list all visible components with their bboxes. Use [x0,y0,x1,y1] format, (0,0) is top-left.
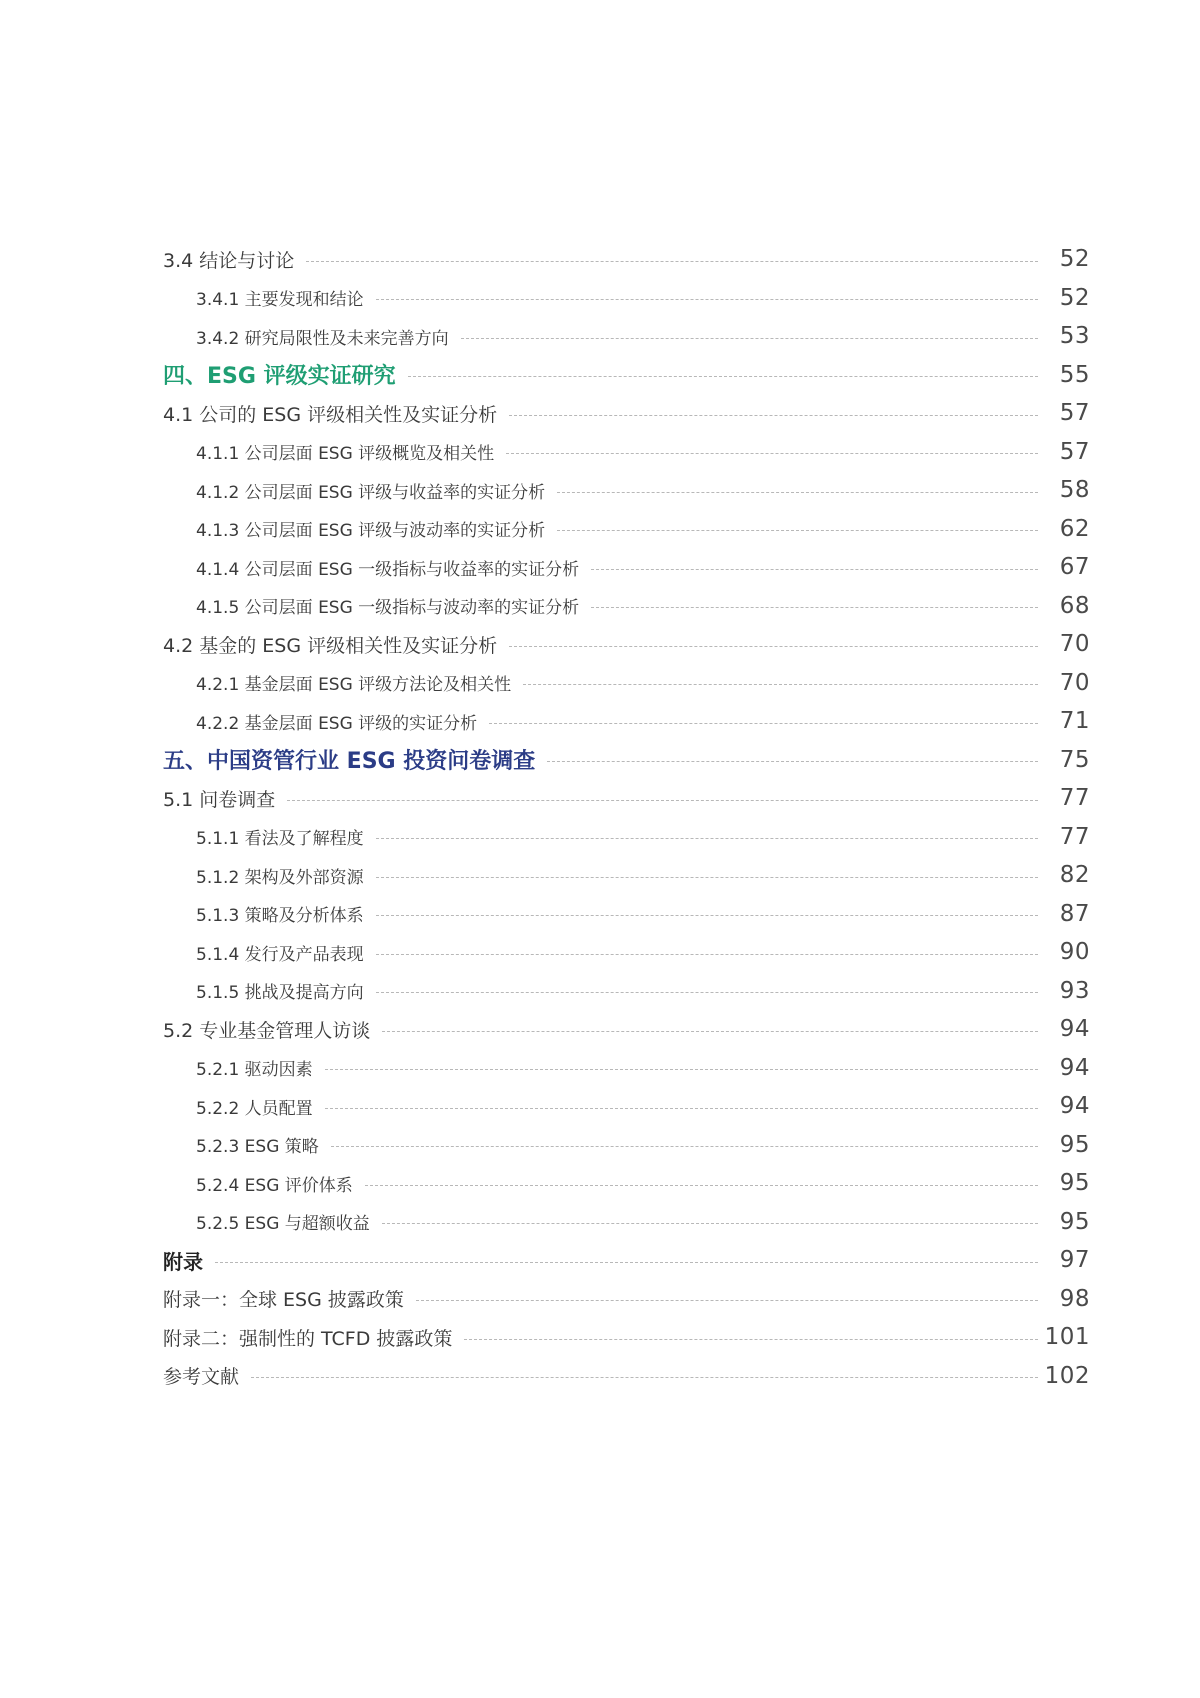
toc-entry-3-4[interactable] [163,240,1090,279]
toc-entry-3-4-1[interactable] [163,279,1090,318]
toc-entry-4-1-3[interactable] [163,510,1090,549]
toc-chapter-title: 五、中国资管行业 ESG 投资问卷调查 [163,749,536,775]
toc-entry-page: 93 [1059,977,1090,1004]
dot-leader [591,569,1038,570]
toc-entry-page: 82 [1059,862,1090,889]
toc-entry-page: 87 [1059,900,1090,927]
dot-leader [408,376,1038,377]
toc-entry-4-1-5[interactable] [163,587,1090,626]
toc-entry-title: 5.2.2 人员配置 [196,1098,313,1119]
toc-entry-title: 3.4.2 研究局限性及未来完善方向 [196,328,449,349]
dot-leader [591,607,1038,608]
toc-entry-title: 5.1.4 发行及产品表现 [196,944,364,965]
toc-entry-title: 5.1.1 看法及了解程度 [196,829,364,850]
toc-entry-page: 67 [1059,554,1090,581]
dot-leader [306,261,1038,262]
toc-entry-title: 3.4 结论与讨论 [163,249,295,272]
toc-entry-5-2-2[interactable] [163,1087,1090,1126]
toc-entry-appendix-1[interactable] [163,1280,1090,1319]
toc-entry-title: 5.1.2 架构及外部资源 [196,867,364,888]
toc-entry-page: 70 [1059,669,1090,696]
dot-leader [489,723,1038,724]
toc-entry-title: 5.1.3 策略及分析体系 [196,906,364,927]
toc-chapter-title: 四、ESG 评级实证研究 [163,364,396,390]
dot-leader [251,1377,1038,1378]
dot-leader [325,1069,1038,1070]
toc-entry-page: 95 [1059,1131,1090,1158]
dot-leader [376,299,1038,300]
toc-entry-page: 95 [1059,1208,1090,1235]
toc-entry-5-2-4[interactable] [163,1164,1090,1203]
dot-leader [365,1185,1038,1186]
toc-entry-title: 4.1.4 公司层面 ESG 一级指标与收益率的实证分析 [196,559,580,580]
toc-entry-5-1-3[interactable] [163,895,1090,934]
toc-entry-title: 3.4.1 主要发现和结论 [196,290,364,311]
dot-leader [509,646,1038,647]
toc-entry-page: 98 [1059,1285,1090,1312]
dot-leader [376,992,1038,993]
toc-entry-page: 52 [1059,246,1090,273]
toc-entry-title: 5.2.5 ESG 与超额收益 [196,1214,370,1235]
toc-entry-5-2-3[interactable] [163,1126,1090,1165]
toc-entry-title: 5.2.4 ESG 评价体系 [196,1175,353,1196]
toc-entry-page: 77 [1059,785,1090,812]
toc-entry-title: 4.1 公司的 ESG 评级相关性及实证分析 [163,403,498,426]
toc-entry-page: 52 [1059,284,1090,311]
toc-entry-page: 62 [1059,515,1090,542]
toc-entry-4-1[interactable] [163,394,1090,433]
dot-leader [325,1108,1038,1109]
toc-entry-title: 4.2.1 基金层面 ESG 评级方法论及相关性 [196,675,512,696]
toc-entry-5-1-2[interactable] [163,856,1090,895]
toc-entry-title: 5.2.1 驱动因素 [196,1060,313,1081]
dot-leader [461,338,1038,339]
toc-entry-4-2-1[interactable] [163,664,1090,703]
toc-entry-page: 95 [1059,1170,1090,1197]
toc-chapter-4[interactable] [163,356,1090,395]
toc-entry-page: 102 [1044,1362,1090,1389]
dot-leader [376,915,1038,916]
toc-entry-page: 94 [1059,1093,1090,1120]
toc-entry-4-1-1[interactable] [163,433,1090,472]
dot-leader [509,415,1038,416]
toc-entry-title: 参考文献 [163,1366,240,1389]
toc-entry-5-1[interactable] [163,779,1090,818]
toc-entry-page: 94 [1059,1054,1090,1081]
toc-entry-page: 97 [1059,1247,1090,1274]
dot-leader [376,877,1038,878]
dot-leader [547,761,1038,762]
toc-entry-page: 71 [1059,708,1090,735]
toc-entry-4-2-2[interactable] [163,702,1090,741]
toc-chapter-5[interactable] [163,741,1090,780]
dot-leader [416,1300,1038,1301]
toc-entry-title: 附录一：全球 ESG 披露政策 [163,1289,404,1312]
toc-entry-title: 附录二：强制性的 TCFD 披露政策 [163,1327,453,1350]
toc-entry-references[interactable] [163,1357,1090,1396]
dot-leader [382,1223,1038,1224]
toc-entry-page: 94 [1059,1016,1090,1043]
dot-leader [523,684,1038,685]
toc-chapter-title: 附录 [163,1249,203,1274]
toc-entry-page: 68 [1059,592,1090,619]
toc-entry-title: 4.1.1 公司层面 ESG 评级概览及相关性 [196,444,495,465]
dot-leader [557,530,1038,531]
dot-leader [331,1146,1038,1147]
toc-entry-4-2[interactable] [163,625,1090,664]
dot-leader [287,800,1038,801]
toc-entry-title: 5.1.5 挑战及提高方向 [196,983,364,1004]
dot-leader [376,954,1038,955]
toc-entry-5-2[interactable] [163,1010,1090,1049]
toc-entry-4-1-2[interactable] [163,471,1090,510]
toc-entry-page: 53 [1059,323,1090,350]
dot-leader [506,453,1038,454]
toc-entry-title: 5.1 问卷调查 [163,788,276,811]
toc-entry-5-1-1[interactable] [163,818,1090,857]
toc-entry-page: 75 [1059,746,1090,773]
toc-entry-page: 101 [1044,1324,1090,1351]
toc-entry-page: 58 [1059,477,1090,504]
dot-leader [464,1339,1038,1340]
dot-leader [382,1031,1038,1032]
toc-entry-title: 5.2 专业基金管理人访谈 [163,1019,371,1042]
toc-entry-page: 77 [1059,823,1090,850]
table-of-contents [163,240,1090,1395]
toc-entry-page: 70 [1059,631,1090,658]
toc-entry-title: 5.2.3 ESG 策略 [196,1137,319,1158]
toc-entry-5-2-5[interactable] [163,1203,1090,1242]
toc-entry-title: 4.1.2 公司层面 ESG 评级与收益率的实证分析 [196,482,546,503]
toc-entry-page: 55 [1059,361,1090,388]
dot-leader [557,492,1038,493]
toc-entry-title: 4.2 基金的 ESG 评级相关性及实证分析 [163,634,498,657]
toc-entry-page: 57 [1059,438,1090,465]
toc-entry-5-1-5[interactable] [163,972,1090,1011]
toc-entry-title: 4.2.2 基金层面 ESG 评级的实证分析 [196,713,478,734]
toc-appendix[interactable] [163,1241,1090,1280]
dot-leader [376,838,1038,839]
toc-entry-5-2-1[interactable] [163,1049,1090,1088]
toc-entry-title: 4.1.5 公司层面 ESG 一级指标与波动率的实证分析 [196,598,580,619]
toc-entry-5-1-4[interactable] [163,933,1090,972]
toc-entry-title: 4.1.3 公司层面 ESG 评级与波动率的实证分析 [196,521,546,542]
toc-entry-4-1-4[interactable] [163,548,1090,587]
toc-entry-3-4-2[interactable] [163,317,1090,356]
toc-entry-page: 57 [1059,400,1090,427]
dot-leader [215,1262,1038,1263]
toc-entry-appendix-2[interactable] [163,1318,1090,1357]
toc-entry-page: 90 [1059,939,1090,966]
